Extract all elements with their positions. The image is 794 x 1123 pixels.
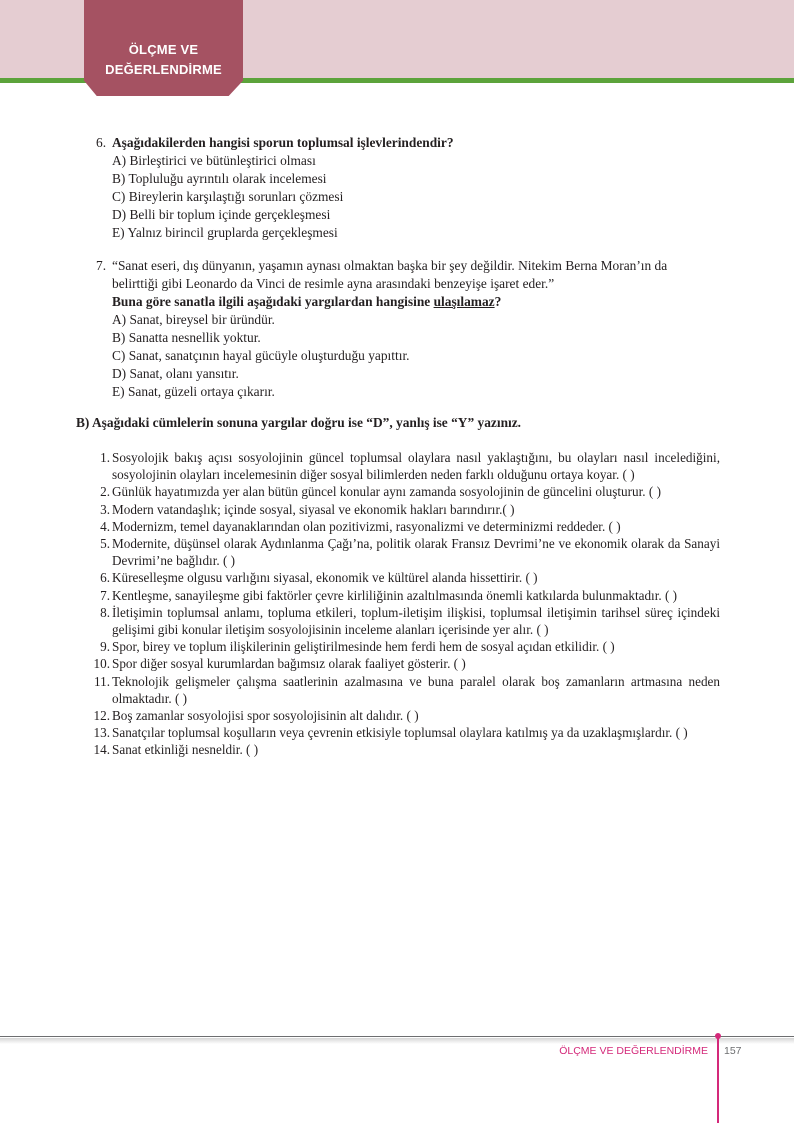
option-d: D) Belli bir toplum içinde gerçekleşmesi bbox=[112, 207, 331, 222]
question-stem-post: ? bbox=[494, 294, 502, 309]
item-number: 8. bbox=[100, 604, 110, 620]
item-text: Modernizm, temel dayanaklarından olan pozitivizmi, rasyonalizmi ve determinizmi reddeder. ( ) bbox=[112, 518, 621, 534]
item-text: Sanat etkinliği nesneldir. ( ) bbox=[112, 742, 259, 758]
option-e: E) Yalnız birincil gruplarda gerçekleşmesi bbox=[112, 225, 338, 240]
list-item bbox=[92, 724, 720, 741]
item-number: 11. bbox=[94, 673, 110, 689]
item-number: 7. bbox=[100, 587, 110, 603]
question-stem bbox=[112, 293, 732, 311]
list-item bbox=[92, 638, 720, 655]
item-text: Kentleşme, sanayileşme gibi faktörler çevre kirliliğinin azaltılmasında önemli katkılarda bulunmaktadır. ( ) bbox=[112, 587, 678, 603]
list-item bbox=[92, 483, 720, 500]
item-text: Sosyolojik bakış açısı sosyolojinin güncel toplumsal olaylara nasıl yaklaştığını, bu olayları nasıl incelediğini, sosyolojinin olayları incelemesinin diğer sosyal bilimlerden neden farklı olduğunu ortaya koyar. ( ) bbox=[112, 450, 720, 483]
list-item bbox=[92, 587, 720, 604]
section-b-title: B) Aşağıdaki cümlelerin sonuna yargılar doğru ise “D”, yanlış ise “Y” yazınız. bbox=[76, 415, 522, 430]
item-number: 14. bbox=[93, 742, 110, 758]
list-item bbox=[92, 673, 720, 707]
item-text: Spor, birey ve toplum ilişkilerinin geliştirilmesinde hem ferdi hem de sosyal açıdan etkilidir. ( ) bbox=[112, 639, 615, 655]
section-tab-line1: ÖLÇME VE bbox=[128, 42, 199, 57]
item-text: Modern vatandaşlık; içinde sosyal, siyasal ve ekonomik hakları barındırır.( ) bbox=[112, 501, 515, 517]
item-text: Modernite, düşünsel olarak Aydınlanma Çağı’na, politik olarak Fransız Devrimi’ne ve ekonomik olarak da Sanayi Devrimi’ne bağlıdır. ( ) bbox=[112, 536, 720, 569]
question-quote-line2: belirttiği gibi Leonardo da Vinci de resimle ayna arasındaki benzeyişe işaret eder.” bbox=[112, 276, 555, 291]
option-b: B) Sanatta nesnellik yoktur. bbox=[112, 330, 261, 345]
item-number: 13. bbox=[93, 725, 110, 741]
footer-rule bbox=[0, 1036, 794, 1037]
section-tab-title bbox=[84, 40, 243, 80]
list-item bbox=[92, 569, 720, 586]
question-number: 7. bbox=[96, 258, 107, 273]
section-tab-line2: DEĞERLENDİRME bbox=[105, 62, 222, 77]
item-number: 4. bbox=[100, 518, 110, 534]
footer-vertical-rule bbox=[717, 1036, 719, 1123]
item-number: 9. bbox=[100, 639, 110, 655]
item-text: Teknolojik gelişmeler çalışma saatlerinin azalmasına ve buna paralel olarak boş zamanların artmasına neden olmaktadır. ( ) bbox=[112, 673, 720, 706]
item-number: 1. bbox=[100, 450, 110, 465]
question-quote-line1: “Sanat eseri, dış dünyanın, yaşamın aynası olmaktan başka bir şey değildir. Nitekim Berna Moran’ın da bbox=[112, 258, 668, 273]
page-number: 157 bbox=[724, 1045, 742, 1057]
footer-shadow bbox=[0, 1038, 794, 1044]
list-item bbox=[92, 655, 720, 672]
item-number: 12. bbox=[93, 708, 110, 724]
list-item bbox=[92, 518, 720, 535]
list-item bbox=[92, 707, 720, 724]
list-item bbox=[92, 741, 720, 758]
item-text: Günlük hayatımızda yer alan bütün güncel konular aynı zamanda sosyolojinin de güncelini oluşturur. ( ) bbox=[112, 484, 661, 500]
item-number: 2. bbox=[100, 484, 110, 500]
item-text: Spor diğer sosyal kurumlardan bağımsız olarak faaliyet gösterir. ( ) bbox=[112, 656, 466, 672]
list-item bbox=[92, 501, 720, 518]
item-number: 10. bbox=[93, 656, 110, 672]
item-text: Boş zamanlar sosyolojisi spor sosyolojisinin alt dalıdır. ( ) bbox=[112, 708, 419, 724]
item-number: 3. bbox=[100, 501, 110, 517]
option-d: D) Sanat, olanı yansıtır. bbox=[112, 366, 239, 381]
true-false-list bbox=[92, 449, 720, 759]
list-item bbox=[92, 449, 720, 483]
option-e: E) Sanat, güzeli ortaya çıkarır. bbox=[112, 384, 275, 399]
option-b: B) Topluluğu ayrıntılı olarak incelemesi bbox=[112, 171, 327, 186]
item-text: Küreselleşme olgusu varlığını siyasal, ekonomik ve kültürel alanda hissettirir. ( ) bbox=[112, 570, 538, 586]
list-item bbox=[92, 604, 720, 638]
option-c: C) Bireylerin karşılaştığı sorunları çözmesi bbox=[112, 189, 344, 204]
list-item bbox=[92, 535, 720, 569]
item-number: 6. bbox=[100, 570, 110, 586]
question-stem-pre: Buna göre sanatla ilgili aşağıdaki yargılardan hangisine bbox=[112, 294, 434, 309]
question-stem-underlined: ulaşılamaz bbox=[433, 294, 495, 309]
item-text: Sanatçılar toplumsal koşulların veya çevrenin etkisiyle toplumsal olaylara katılmış ya da uzaklaşmışlardır. ( ) bbox=[112, 725, 688, 741]
item-text: İletişimin toplumsal anlamı, topluma etkileri, toplum-iletişim ilişkisi, toplumsal iletişimin tarihsel süreç içindeki gelişimi gibi konular iletişim sosyolojisinin inceleme alanları içerisinde yer alır. ( ) bbox=[112, 604, 720, 638]
question-number: 6. bbox=[96, 135, 107, 150]
question-stem: Aşağıdakilerden hangisi sporun toplumsal işlevlerindendir? bbox=[112, 135, 454, 150]
option-c: C) Sanat, sanatçının hayal gücüyle oluşturduğu yapıttır. bbox=[112, 348, 410, 363]
option-a: A) Birleştirici ve bütünleştirici olması bbox=[112, 153, 316, 168]
footer-section-label: ÖLÇME VE DEĞERLENDİRME bbox=[559, 1045, 708, 1057]
option-a: A) Sanat, bireysel bir üründür. bbox=[112, 312, 275, 327]
item-number: 5. bbox=[100, 536, 110, 552]
